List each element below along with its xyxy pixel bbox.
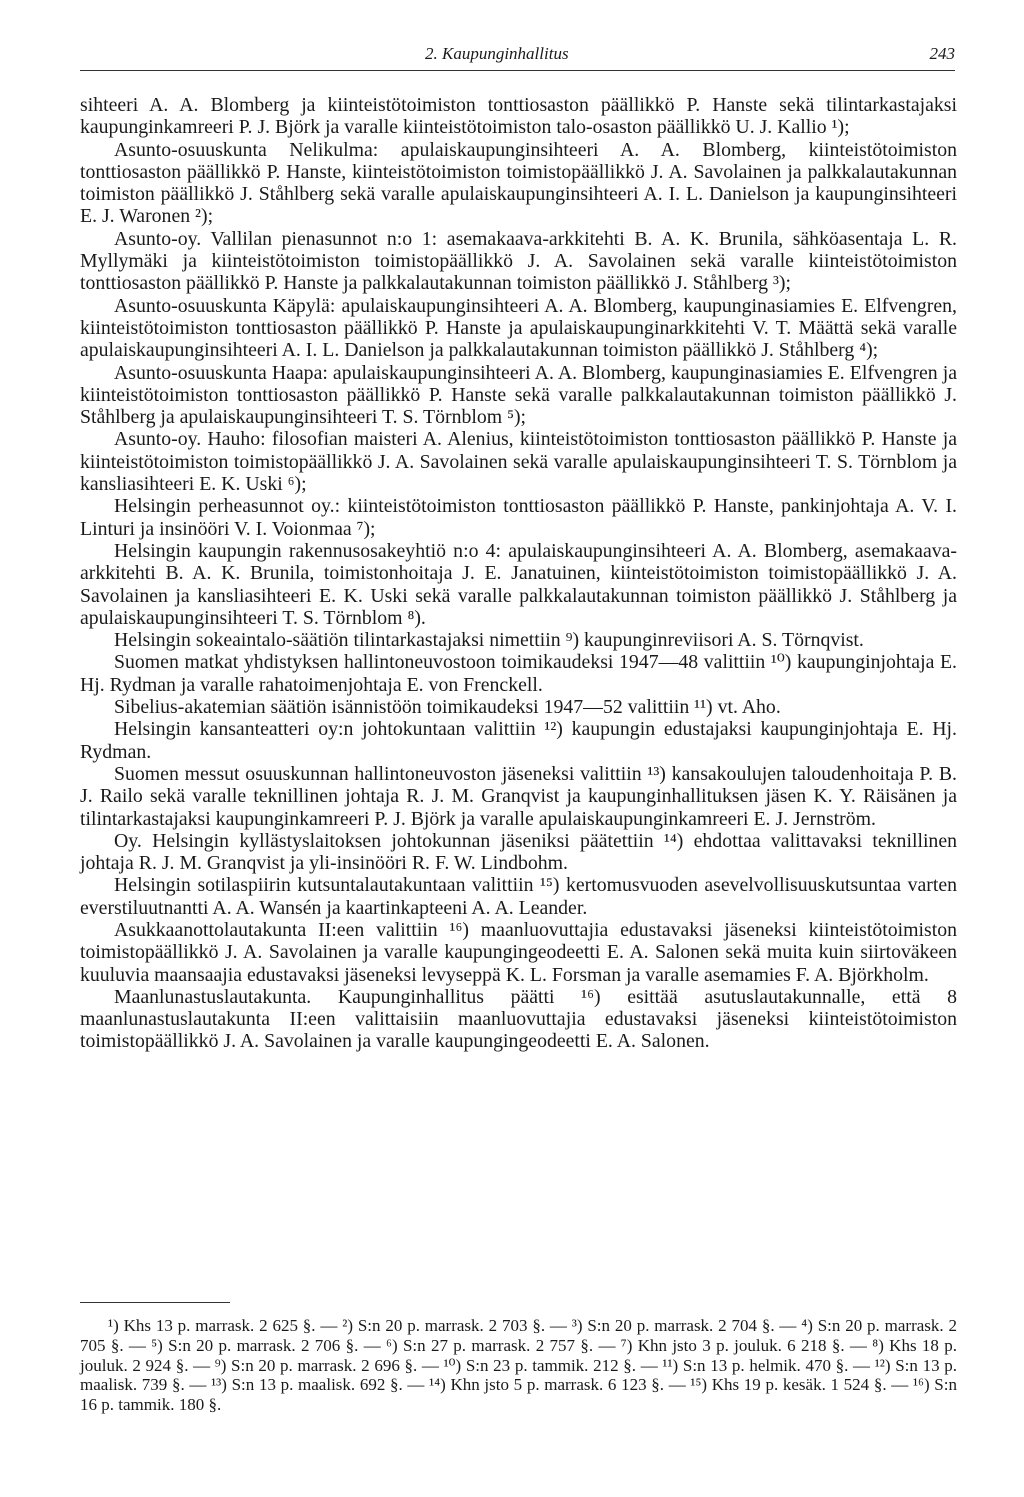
paragraph: Helsingin sokeaintalo-säätiön tilintarkastajaksi nimettiin ⁹) kaupunginreviisori A. S. Törnqvist. — [114, 629, 864, 652]
paragraph: Asunto-osuuskunta Haapa: apulaiskaupunginsihteeri A. A. Blomberg, kaupunginasiamies E. Elfvengren ja kiinteistötoimiston tonttiosaston päällikkö P. Hanste sekä varalle palkkalautakunnan toimiston päällikkö J. Ståhlberg ja apulaiskaupunginsihteeri T. S. Törnblom ⁵); — [80, 361, 957, 429]
paragraph: Asunto-oy. Hauho: filosofian maisteri A. Alenius, kiinteistötoimiston tonttiosaston päällikkö P. Hanste ja kiinteistötoimiston toimistopäällikkö J. A. Savolainen sekä varalle apulaiskaupunginsihteeri T. S. Törnblom ja kansliasihteeri E. K. Uski ⁶); — [80, 428, 957, 496]
running-header — [80, 44, 955, 66]
paragraph: sihteeri A. A. Blomberg ja kiinteistötoimiston tonttiosaston päällikkö P. Hanste sekä tilintarkastajaksi kaupunginkamreeri P. J. Björk ja varalle kiinteistötoimiston talo-osaston päällikkö U. J. Kallio ¹); — [80, 94, 957, 139]
paragraph: Helsingin kaupungin rakennusosakeyhtiö n:o 4: apulaiskaupunginsihteeri A. A. Blomberg, asemakaava-arkkitehti B. A. K. Brunila, toimistonhoitaja J. E. Janatuinen, kiinteistötoimiston toimistopäällikkö J. A. Savolainen ja kansliasihteeri E. K. Uski sekä varalle palkkalautakunnan toimiston päällikkö J. Ståhlberg ja apulaiskaupunginsihteeri T. S. Törnblom ⁸). — [80, 539, 957, 629]
paragraph: Maanlunastuslautakunta. Kaupunginhallitus päätti ¹⁶) esittää asutuslautakunnalle, että 8 maanlunastuslautakunta II:een valittaisiin maanluovuttajia edustavaksi jäseneksi kiinteistötoimiston toimistopäällikkö J. A. Savolainen ja varalle kaupungingeodeetti E. A. Salonen. — [80, 985, 957, 1053]
paragraph: Asunto-oy. Vallilan pienasunnot n:o 1: asemakaava-arkkitehti B. A. K. Brunila, sähköasentaja L. R. Myllymäki ja kiinteistötoimiston toimistopäällikkö J. A. Savolainen sekä varalle kiinteistötoimiston tonttiosaston päällikkö P. Hanste ja palkkalautakunnan toimiston päällikkö J. Ståhlberg ³); — [80, 227, 957, 295]
paragraph: Oy. Helsingin kyllästyslaitoksen johtokunnan jäseniksi päätettiin ¹⁴) ehdottaa valittavaksi teknillinen johtaja R. J. M. Granqvist ja yli-insinööri R. F. W. Lindbohm. — [80, 829, 957, 875]
paragraph: Asukkaanottolautakunta II:een valittiin ¹⁶) maanluovuttajia edustavaksi jäseneksi kiinteistötoimiston toimistopäällikkö J. A. Savolainen ja varalle kaupungingeodeetti E. A. Salonen sekä muita kuin siirtoväkeen kuuluvia maansaajia edustavaksi jäseneksi levyseppä K. L. Forsman ja varalle asemamies F. A. Björkholm. — [80, 918, 957, 986]
body-text — [80, 94, 957, 1053]
section-title: 2. Kaupunginhallitus — [425, 44, 569, 63]
paragraph: Suomen matkat yhdistyksen hallintoneuvostoon toimikaudeksi 1947—48 valittiin ¹⁰) kaupunginjohtaja E. Hj. Rydman ja varalle rahatoimenjohtaja E. von Frenckell. — [80, 651, 957, 696]
header-rule — [80, 70, 955, 71]
paragraph: Suomen messut osuuskunnan hallintoneuvoston jäseneksi valittiin ¹³) kansakoulujen taloudenhoitaja P. B. J. Railo sekä varalle teknillinen johtaja R. J. M. Granqvist ja kaupunginhallituksen jäsen K. Y. Räisänen ja tilintarkastajaksi kaupunginkamreeri P. J. Björk ja varalle apulaiskaupunginkamreeri E. J. Jernström. — [80, 762, 957, 830]
footnotes — [80, 1316, 957, 1415]
paragraph: Helsingin perheasunnot oy.: kiinteistötoimiston tonttiosaston päällikkö P. Hanste, pankinjohtaja A. V. I. Linturi ja insinööri V. I. Voionmaa ⁷); — [80, 495, 957, 540]
footnote-rule — [80, 1302, 230, 1303]
paragraph: Helsingin kansanteatteri oy:n johtokuntaan valittiin ¹²) kaupungin edustajaksi kaupunginjohtaja E. Hj. Rydman. — [80, 718, 957, 763]
footnote-text: ¹) Khs 13 p. marrask. 2 625 §. — ²) S:n 20 p. marrask. 2 703 §. — ³) S:n 20 p. marrask. 2 704 §. — ⁴) S:n 20 p. marrask. 2 705 §. — ⁵) S:n 20 p. marrask. 2 706 §. — ⁶) S:n 27 p. marrask. 2 757 §. — ⁷) Khn jsto 3 p. jouluk. 6 218 §. — ⁸) Khs 18 p. jouluk. 2 924 §. — ⁹) S:n 20 p. marrask. 2 696 §. — ¹⁰) S:n 23 p. tammik. 212 §. — ¹¹) S:n 13 p. helmik. 470 §. — ¹²) S:n 13 p. maalisk. 739 §. — ¹³) S:n 13 p. maalisk. 692 §. — ¹⁴) Khn jsto 5 p. marrask. 6 123 §. — ¹⁵) Khs 19 p. kesäk. 1 524 §. — ¹⁶) S:n 16 p. tammik. 180 §. — [80, 1316, 957, 1415]
paragraph: Asunto-osuuskunta Nelikulma: apulaiskaupunginsihteeri A. A. Blomberg, kiinteistötoimiston tonttiosaston päällikkö P. Hanste, kiinteistötoimiston toimistopäällikkö J. A. Savolainen ja palkkalautakunnan toimiston päällikkö J. Ståhlberg sekä varalle apulaiskaupunginsihteeri A. I. L. Danielson ja kaupunginsihteeri E. J. Waronen ²); — [80, 138, 957, 228]
paragraph: Sibelius-akatemian säätiön isännistöön toimikaudeksi 1947—52 valittiin ¹¹) vt. Aho. — [114, 696, 781, 719]
paragraph: Asunto-osuuskunta Käpylä: apulaiskaupunginsihteeri A. A. Blomberg, kaupunginasiamies E. Elfvengren, kiinteistötoimiston tonttiosaston päällikkö P. Hanste ja apulaiskaupunginarkkitehti V. T. Määttä sekä varalle apulaiskaupunginsihteeri A. I. L. Danielson ja palkkalautakunnan toimiston päällikkö J. Ståhlberg ⁴); — [80, 294, 957, 362]
paragraph: Helsingin sotilaspiirin kutsuntalautakuntaan valittiin ¹⁵) kertomusvuoden asevelvollisuuskutsuntaa varten everstiluutnantti A. A. Wansén ja kaartinkapteeni A. A. Leander. — [80, 874, 957, 919]
page-number: 243 — [929, 44, 955, 63]
